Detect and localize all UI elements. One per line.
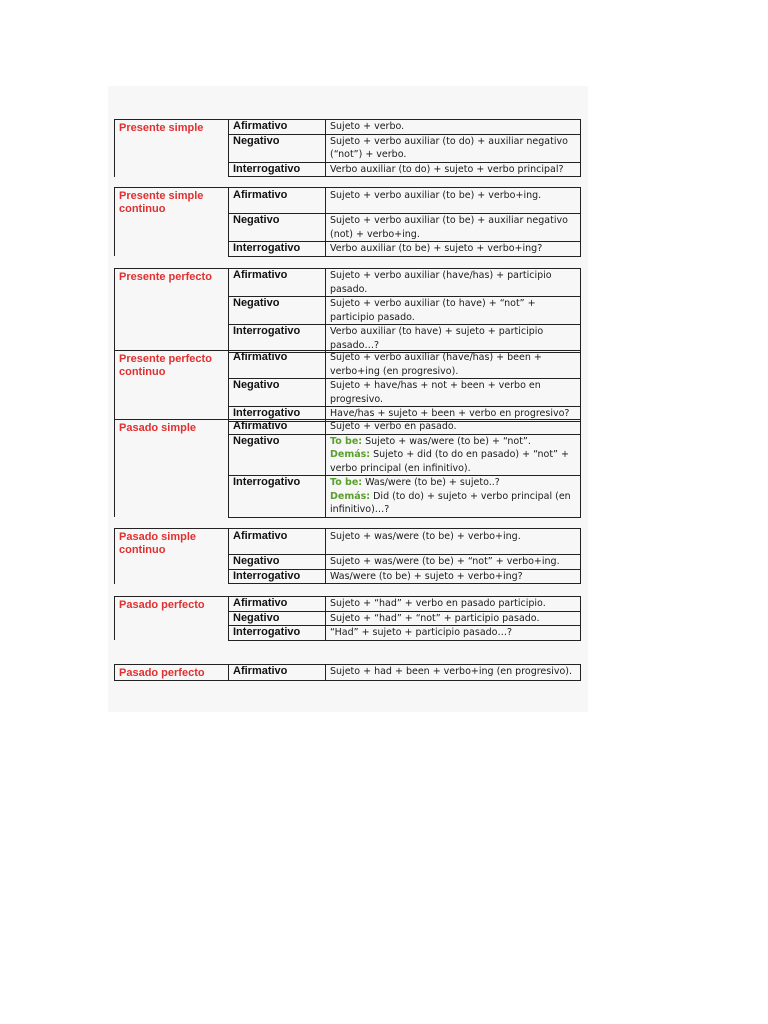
form-label: Afirmativo: [229, 188, 326, 214]
form-description: Sujeto + verbo auxiliar (to do) + auxiliar negativo (“not”) + verbo.: [326, 134, 581, 162]
form-description: [326, 476, 581, 518]
tense-name: Presente simple: [115, 120, 229, 177]
form-label: Negativo: [229, 134, 326, 162]
form-label: Afirmativo: [229, 665, 326, 681]
tense-name: Presente perfecto continuo: [115, 351, 229, 422]
form-label: Negativo: [229, 214, 326, 242]
form-label: Interrogativo: [229, 242, 326, 257]
form-description: Verbo auxiliar (to do) + sujeto + verbo principal?: [326, 162, 581, 177]
form-label: Interrogativo: [229, 569, 326, 584]
demas-label: Demás:: [330, 490, 371, 502]
tense-name: Presente simple continuo: [115, 188, 229, 257]
form-label: Interrogativo: [229, 626, 326, 641]
form-description: Sujeto + “had” + “not” + participio pasado.: [326, 611, 581, 626]
form-description: Sujeto + verbo auxiliar (to be) + auxiliar negativo (not) + verbo+ing.: [326, 214, 581, 242]
form-label: Negativo: [229, 297, 326, 325]
to-be-text: Sujeto + was/were (to be) + “not”.: [362, 435, 531, 447]
to-be-text: Was/were (to be) + sujeto..?: [362, 477, 500, 488]
form-label: Interrogativo: [229, 407, 326, 422]
form-label: Negativo: [229, 555, 326, 570]
form-label: Negativo: [229, 611, 326, 626]
form-label: Afirmativo: [229, 529, 326, 555]
form-description: “Had” + sujeto + participio pasado…?: [326, 626, 581, 641]
form-description: Sujeto + verbo auxiliar (have/has) + participio pasado.: [326, 269, 581, 297]
tense-table-pasado-simple: [114, 419, 581, 518]
tense-table-presente-simple-continuo: [114, 187, 581, 257]
form-description: Sujeto + was/were (to be) + “not” + verbo+ing.: [326, 555, 581, 570]
form-description: Sujeto + had + been + verbo+ing (en progresivo).: [326, 665, 581, 681]
demas-label: Demás:: [330, 449, 371, 460]
form-description: Sujeto + verbo auxiliar (to be) + verbo+ing.: [326, 188, 581, 214]
tense-table-pasado-simple-continuo: [114, 528, 581, 584]
tense-table-presente-perfecto: [114, 268, 581, 353]
form-description: Sujeto + have/has + not + been + verbo en progresivo.: [326, 379, 581, 407]
to-be-label: To be:: [330, 477, 363, 488]
tense-name: Pasado perfecto: [115, 597, 229, 641]
form-label: Afirmativo: [229, 269, 326, 297]
to-be-label: To be:: [330, 435, 363, 447]
tense-name: Presente perfecto: [115, 269, 229, 353]
demas-text: Sujeto + did (to do en pasado) + “not” + verbo principal (en infinitivo).: [330, 449, 569, 474]
form-label: Afirmativo: [229, 120, 326, 135]
form-description: Sujeto + verbo.: [326, 120, 581, 135]
form-label: Interrogativo: [229, 325, 326, 353]
tense-table-pasado-perfecto-continuo: [114, 664, 581, 681]
form-label: Afirmativo: [229, 597, 326, 612]
form-description: Have/has + sujeto + been + verbo en progresivo?: [326, 407, 581, 422]
form-label: Afirmativo: [229, 420, 326, 435]
form-label: Negativo: [229, 434, 326, 476]
form-description: Verbo auxiliar (to be) + sujeto + verbo+ing?: [326, 242, 581, 257]
tense-table-pasado-perfecto: [114, 596, 581, 641]
form-label: Interrogativo: [229, 162, 326, 177]
form-description: Sujeto + verbo en pasado.: [326, 420, 581, 435]
form-description: Sujeto + verbo auxiliar (to have) + “not” + participio pasado.: [326, 297, 581, 325]
tense-name: Pasado simple continuo: [115, 529, 229, 584]
form-description: [326, 434, 581, 476]
form-description: Was/were (to be) + sujeto + verbo+ing?: [326, 569, 581, 584]
form-description: Verbo auxiliar (to have) + sujeto + participio pasado…?: [326, 325, 581, 353]
tense-name: Pasado simple: [115, 420, 229, 518]
tense-table-presente-simple: [114, 119, 581, 177]
form-label: Negativo: [229, 379, 326, 407]
form-description: Sujeto + was/were (to be) + verbo+ing.: [326, 529, 581, 555]
form-description: Sujeto + verbo auxiliar (have/has) + been + verbo+ing (en progresivo).: [326, 351, 581, 379]
form-label: Afirmativo: [229, 351, 326, 379]
form-label: Interrogativo: [229, 476, 326, 518]
form-description: Sujeto + “had” + verbo en pasado participio.: [326, 597, 581, 612]
tense-name: Pasado perfecto: [115, 665, 229, 681]
tense-table-presente-perfecto-continuo: [114, 350, 581, 422]
demas-text: Did (to do) + sujeto + verbo principal (en infinitivo)…?: [330, 490, 571, 515]
